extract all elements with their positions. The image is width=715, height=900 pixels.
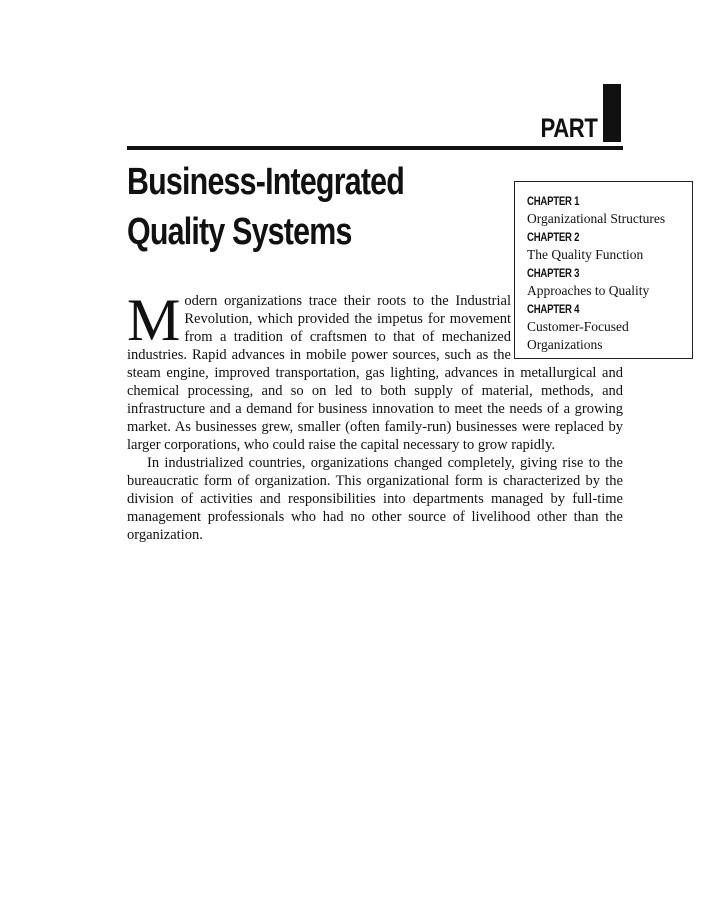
chapter-title[interactable]: Customer-Focused Organizations xyxy=(527,319,629,352)
chapter-entry xyxy=(527,228,692,264)
chapter-label: CHAPTER 2 xyxy=(527,230,580,244)
part-header xyxy=(127,84,623,150)
part-number xyxy=(603,84,621,142)
part-label: PART xyxy=(540,113,597,143)
chapter-label: CHAPTER 1 xyxy=(527,194,580,208)
part-title: Business-Integrated Quality Systems xyxy=(127,161,405,253)
body-paragraph: In industrialized countries, organizations changed completely, giving rise to the bureaucratic form of organization. This organizational form is characterized by the division of activities and responsibilities into departments managed by full-time management professionals who had no other source of livelihood other than the organization. xyxy=(127,455,623,543)
part-rule xyxy=(127,146,623,150)
chapter-title[interactable]: Approaches to Quality xyxy=(527,283,650,298)
chapter-title[interactable]: Organizational Structures xyxy=(527,211,666,226)
chapter-entry xyxy=(527,192,692,228)
chapter-box-spacer xyxy=(511,292,623,364)
chapter-title[interactable]: The Quality Function xyxy=(527,247,644,262)
chapter-label: CHAPTER 3 xyxy=(527,266,580,280)
chapter-label: CHAPTER 4 xyxy=(527,302,580,316)
body-paragraph: Modern organizations trace their roots to the Industrial Revolution, which provided the impetus for movement from a tradition of craftsmen to that of mechanized industries. Rapid advances in mobile power sources, such as the steam engine, improved transportation, gas lighting, advances in metallurgical and chemical processing, and so on led to both supply of material, methods, and infrastructure and a demand for business innovation to meet the needs of a growing market. As businesses grew, smaller (often family-run) businesses were replaced by larger corporations, who could raise the capital necessary to grow rapidly. xyxy=(127,287,623,453)
